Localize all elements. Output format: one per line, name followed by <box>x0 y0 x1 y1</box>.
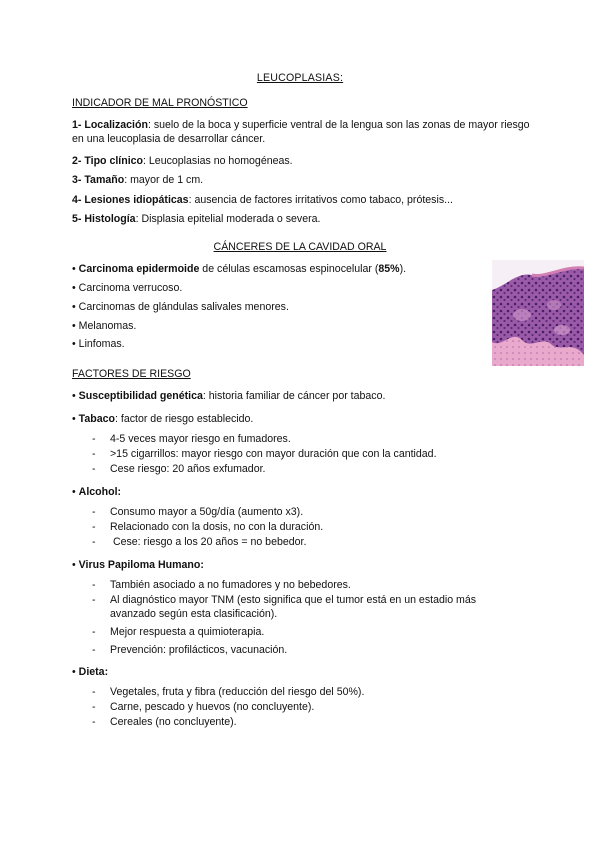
cancer-item <box>72 300 492 314</box>
item-label: Dieta: <box>78 666 109 678</box>
subitem-text: También asociado a no fumadores y no bebedores. <box>110 579 351 591</box>
bullet-mark: • <box>72 413 76 425</box>
dash-mark: - <box>92 579 96 591</box>
item-text: : factor de riesgo establecido. <box>114 413 254 425</box>
vph-subitem <box>92 578 512 592</box>
subitem-text: Consumo mayor a 50g/día (aumento x3). <box>110 506 304 518</box>
item-text: : Leucoplasias no homogéneas. <box>143 155 293 167</box>
tabaco-subitem <box>92 432 512 446</box>
subitem-text: Cese: riesgo a los 20 años = no bebedor. <box>110 536 307 548</box>
bullet-mark: • <box>72 390 76 402</box>
pronostico-item-2 <box>72 154 532 168</box>
dash-mark: - <box>92 521 96 533</box>
alcohol-subitem <box>92 505 512 519</box>
item-text: Linfomas. <box>78 338 125 350</box>
subitem-text: Cese riesgo: 20 años exfumador. <box>110 463 266 475</box>
dash-mark: - <box>92 701 96 713</box>
section-heading-canceres: CÁNCERES DE LA CAVIDAD ORAL <box>213 241 387 253</box>
factor-dieta <box>72 665 492 679</box>
item-text: Melanomas. <box>78 320 137 332</box>
item-text: : ausencia de factores irritativos como tabaco, prótesis... <box>188 194 453 206</box>
subitem-text: Mejor respuesta a quimioterapia. <box>110 626 265 638</box>
dash-mark: - <box>92 594 96 606</box>
dash-mark: - <box>92 686 96 698</box>
alcohol-subitem <box>92 535 512 549</box>
item-label: 4- Lesiones idiopáticas <box>72 194 189 206</box>
item-label: 2- Tipo clínico <box>72 155 144 167</box>
item-label: 3- Tamaño <box>72 174 125 186</box>
vph-subitem <box>92 593 512 622</box>
tabaco-subitem <box>92 447 512 461</box>
bullet-mark: • <box>72 338 76 350</box>
subitem-text: Vegetales, fruta y fibra (reducción del riesgo del 50%). <box>110 686 365 698</box>
dash-mark: - <box>92 626 96 638</box>
bullet-mark: • <box>72 301 76 313</box>
dash-mark: - <box>92 536 96 548</box>
cancer-item-epidermoide <box>72 262 492 276</box>
item-label: Alcohol: <box>78 486 122 498</box>
page-title: LEUCOPLASIAS: <box>256 72 344 84</box>
histology-micrograph-image <box>492 260 584 366</box>
dash-mark: - <box>92 448 96 460</box>
alcohol-subitem <box>92 520 512 534</box>
pronostico-item-5 <box>72 212 532 226</box>
item-text-end: ). <box>399 263 407 275</box>
dieta-subitem <box>92 700 512 714</box>
item-label: Virus Papiloma Humano: <box>78 559 204 571</box>
item-text: : mayor de 1 cm. <box>124 174 204 186</box>
item-text: : historia familiar de cáncer por tabaco. <box>202 390 386 402</box>
pronostico-item-1 <box>72 118 532 147</box>
item-text: : Displasia epitelial moderada o severa. <box>135 213 321 225</box>
bullet-mark: • <box>72 486 76 498</box>
item-label: Carcinoma epidermoide <box>78 263 200 275</box>
section-heading-mal-pronostico: INDICADOR DE MAL PRONÓSTICO <box>72 97 248 109</box>
bullet-mark: • <box>72 320 76 332</box>
dash-mark: - <box>92 463 96 475</box>
dash-mark: - <box>92 433 96 445</box>
pronostico-item-3 <box>72 173 532 187</box>
bullet-mark: • <box>72 263 76 275</box>
factor-tabaco <box>72 412 492 426</box>
cancer-item <box>72 319 492 333</box>
cancer-item <box>72 281 492 295</box>
tabaco-subitem <box>92 462 512 476</box>
dash-mark: - <box>92 644 96 656</box>
vph-subitem <box>92 643 512 657</box>
subitem-text: 4-5 veces mayor riesgo en fumadores. <box>110 433 291 445</box>
item-label: Susceptibilidad genética <box>78 390 203 402</box>
item-text: : suelo de la boca y superficie ventral de la lengua son las zonas de mayor riesgo en una leucoplasia de desarrollar cáncer. <box>72 119 530 146</box>
item-text: de células escamosas espinocelular ( <box>199 263 379 275</box>
dieta-subitem <box>92 685 512 699</box>
percent-value: 85% <box>378 263 400 275</box>
vph-subitem <box>92 625 512 639</box>
subitem-text: >15 cigarrillos: mayor riesgo con mayor duración que con la cantidad. <box>110 448 437 460</box>
subitem-text: Al diagnóstico mayor TNM (esto significa que el tumor está en un estadio más avanzado según esta clasificación). <box>110 594 477 621</box>
pronostico-item-4 <box>72 193 532 207</box>
subitem-text: Relacionado con la dosis, no con la duración. <box>110 521 324 533</box>
item-label: Tabaco <box>78 413 115 425</box>
subitem-text: Prevención: profilácticos, vacunación. <box>110 644 288 656</box>
subitem-text: Carne, pescado y huevos (no concluyente). <box>110 701 315 713</box>
bullet-mark: • <box>72 559 76 571</box>
factor-vph <box>72 558 492 572</box>
dash-mark: - <box>92 506 96 518</box>
item-label: 5- Histología <box>72 213 136 225</box>
item-text: Carcinoma verrucoso. <box>78 282 183 294</box>
item-label: 1- Localización <box>72 119 148 131</box>
bullet-mark: • <box>72 666 76 678</box>
bullet-mark: • <box>72 282 76 294</box>
dash-mark: - <box>92 716 96 728</box>
factor-alcohol <box>72 485 492 499</box>
item-text: Carcinomas de glándulas salivales menores. <box>78 301 289 313</box>
dieta-subitem <box>92 715 512 729</box>
cancer-item <box>72 337 492 351</box>
section-heading-factores: FACTORES DE RIESGO <box>72 368 191 380</box>
subitem-text: Cereales (no concluyente). <box>110 716 237 728</box>
factor-genetica <box>72 389 492 403</box>
